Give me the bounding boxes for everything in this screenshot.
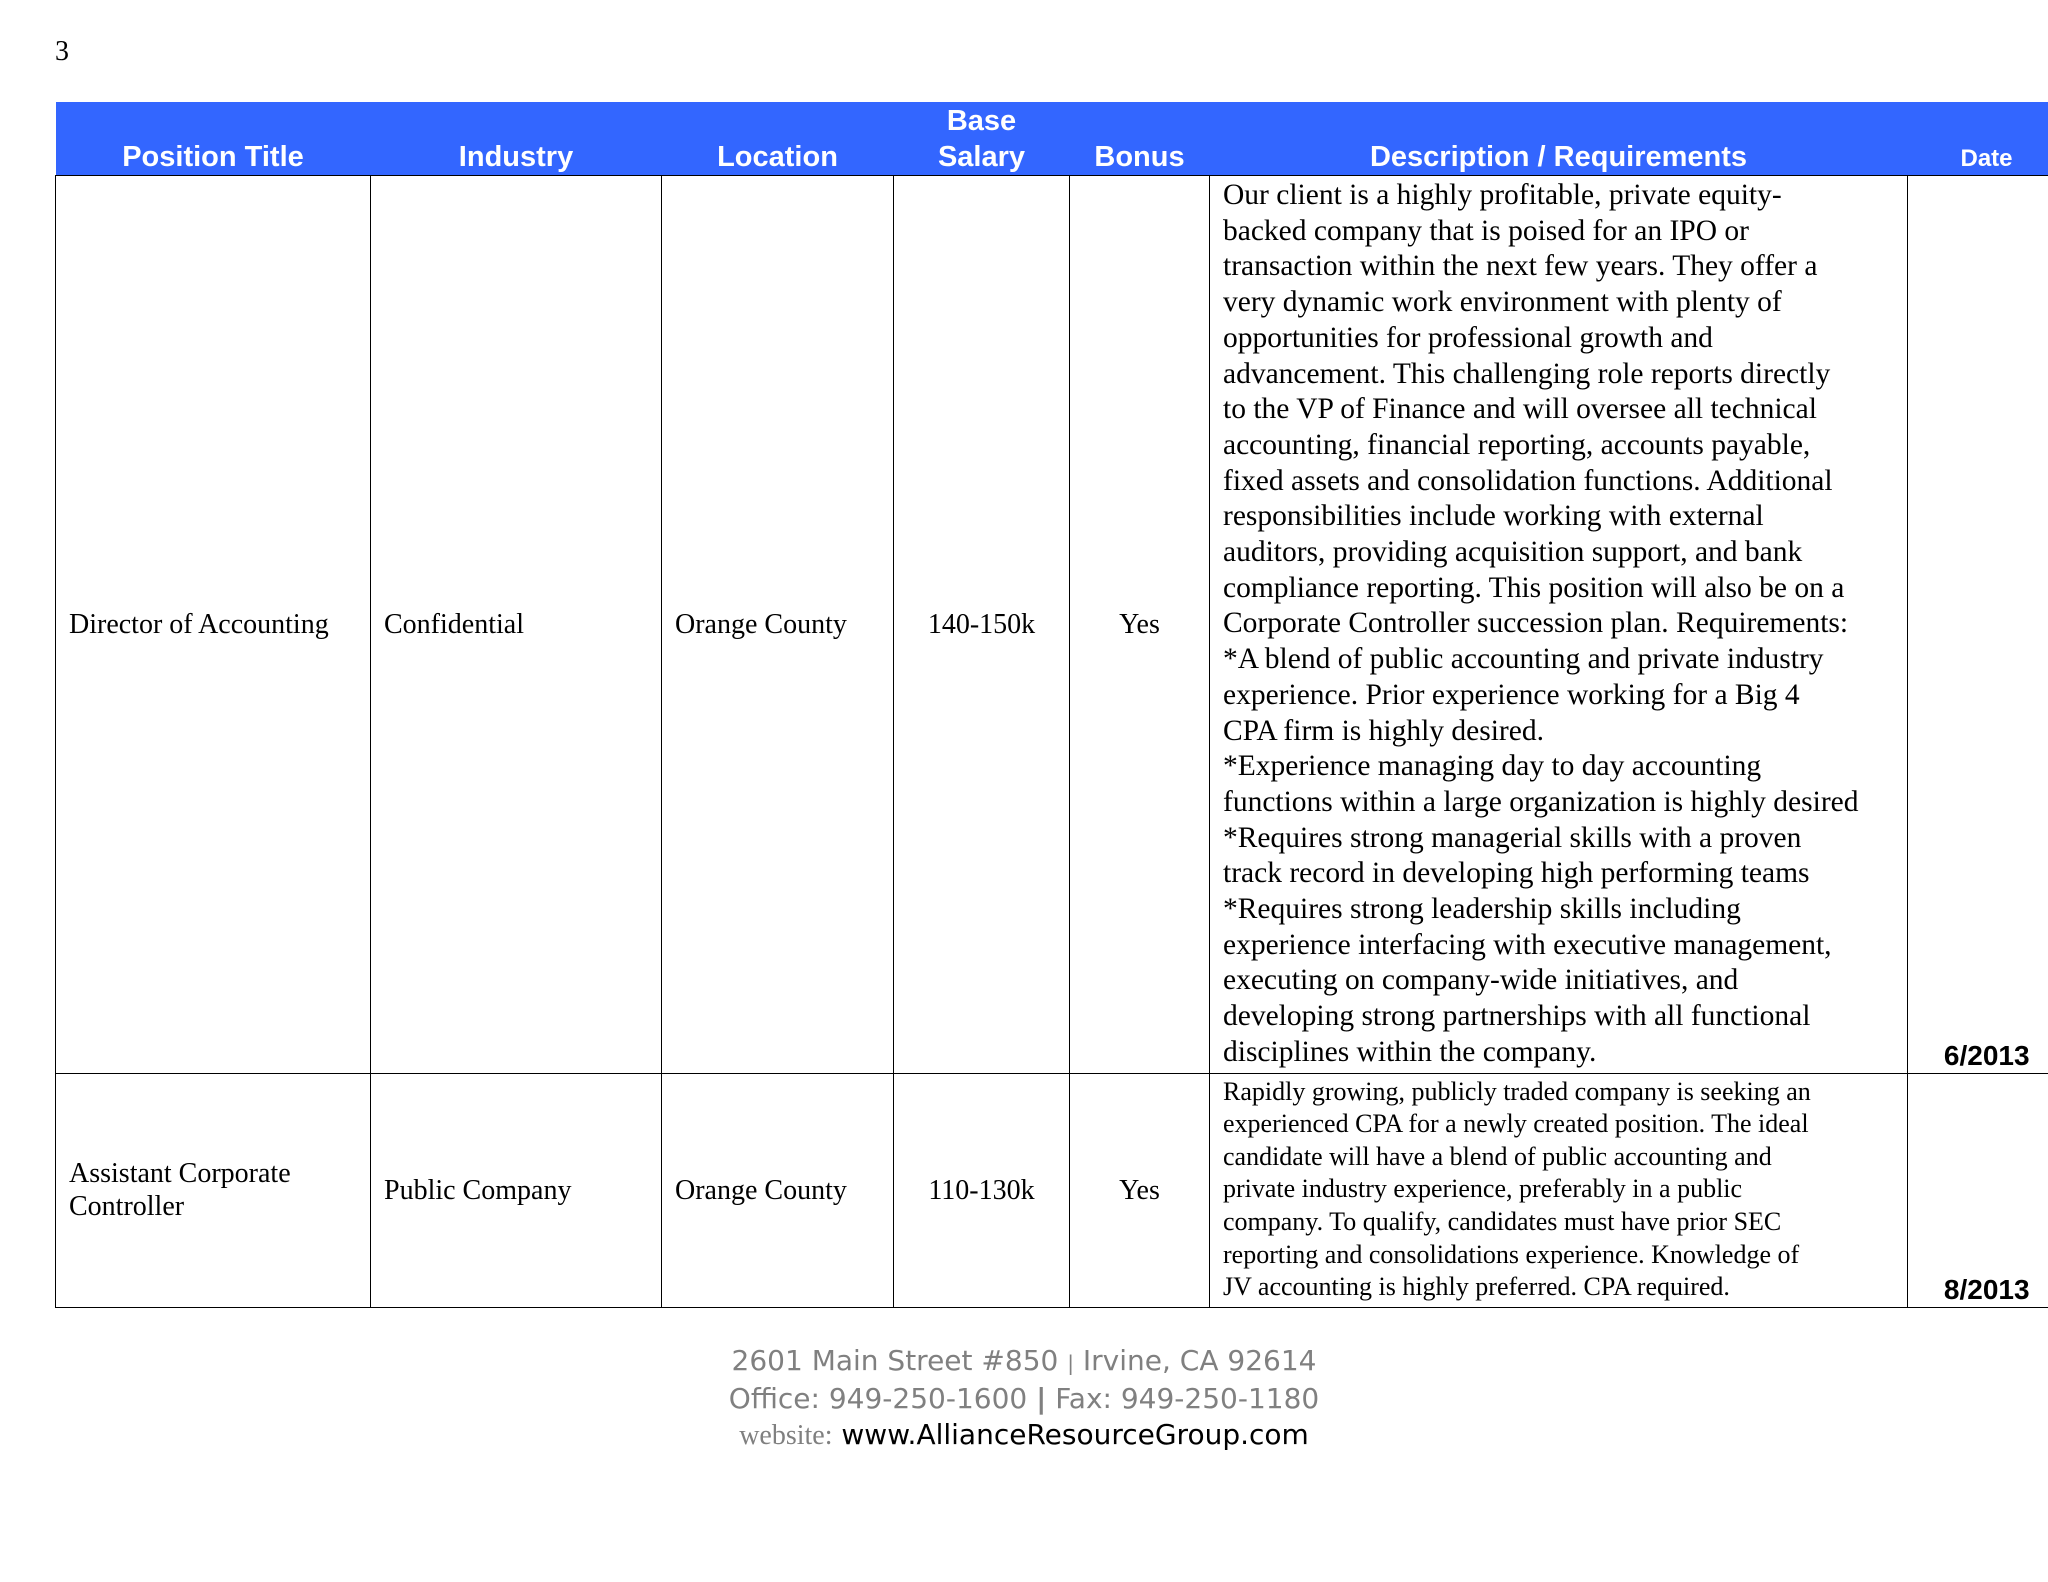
footer-street: 2601 Main Street #850	[731, 1344, 1059, 1377]
table-row	[56, 1073, 2048, 1307]
header-description: Description / Requirements	[1210, 102, 1908, 176]
footer-fax: Fax: 949-250-1180	[1055, 1382, 1320, 1415]
header-base-salary-line2: Salary	[937, 141, 1026, 173]
table-row	[56, 176, 2048, 1074]
header-position-title: Position Title	[56, 102, 371, 176]
footer-address-line	[0, 1343, 2048, 1381]
cell-base-salary: 110-130k	[894, 1073, 1070, 1307]
cell-location: Orange County	[662, 1073, 894, 1307]
cell-bonus: Yes	[1070, 1073, 1210, 1307]
cell-position-title: Assistant Corporate Controller	[56, 1073, 371, 1307]
header-base-salary	[894, 102, 1070, 176]
cell-industry: Confidential	[371, 176, 662, 1074]
cell-date: 6/2013	[1908, 176, 2048, 1074]
footer-phone-line	[0, 1381, 2048, 1417]
cell-description: Rapidly growing, publicly traded company is seeking an experienced CPA for a newly created position. The ideal candidate will have a blend of public accounting and private industry experience, preferably in a public company. To qualify, candidates must have prior SEC reporting and consolidations experience. Knowledge of JV accounting is highly preferred. CPA required.	[1210, 1073, 1908, 1307]
header-industry: Industry	[371, 102, 662, 176]
cell-position-title: Director of Accounting	[56, 176, 371, 1074]
footer-separator: |	[1067, 1351, 1074, 1375]
header-base-salary-line1: Base	[946, 105, 1017, 137]
table-header-row	[56, 102, 2048, 176]
header-location: Location	[662, 102, 894, 176]
footer-city: Irvine, CA 92614	[1082, 1344, 1317, 1377]
footer-website-label: website:	[739, 1420, 833, 1451]
header-date: Date	[1908, 102, 2048, 176]
cell-bonus: Yes	[1070, 176, 1210, 1074]
page-number: 3	[55, 36, 69, 67]
cell-date: 8/2013	[1908, 1073, 2048, 1307]
cell-location: Orange County	[662, 176, 894, 1074]
header-bonus: Bonus	[1070, 102, 1210, 176]
footer-website-link[interactable]: www.AllianceResourceGroup.com	[841, 1418, 1309, 1451]
footer-separator: |	[1036, 1382, 1047, 1415]
footer-office-phone: Office: 949-250-1600	[728, 1382, 1028, 1415]
cell-description: Our client is a highly profitable, private equity- backed company that is poised for an IPO or transaction within the next few years. They offer a very dynamic work environment with plenty of opportunities for professional growth and advancement. This challenging role reports directly to the VP of Finance and will oversee all technical accounting, financial reporting, accounts payable, fixed assets and consolidation functions. Additional responsibilities include working with external auditors, providing acquisition support, and bank compliance reporting. This position will also be on a Corporate Controller succession plan. Requirements: *A blend of public accounting and private industry experience. Prior experience working for a Big 4 CPA firm is highly desired. *Experience managing day to day accounting functions within a large organization is highly desired *Requires strong managerial skills with a proven track record in developing high performing teams *Requires strong leadership skills including experience interfacing with executive management, executing on company-wide initiatives, and developing strong partnerships with all functional disciplines within the company.	[1210, 176, 1908, 1074]
footer-website-line	[0, 1417, 2048, 1454]
page-footer	[0, 1343, 2048, 1454]
job-listings-table	[55, 102, 2048, 1308]
cell-base-salary: 140-150k	[894, 176, 1070, 1074]
cell-industry: Public Company	[371, 1073, 662, 1307]
